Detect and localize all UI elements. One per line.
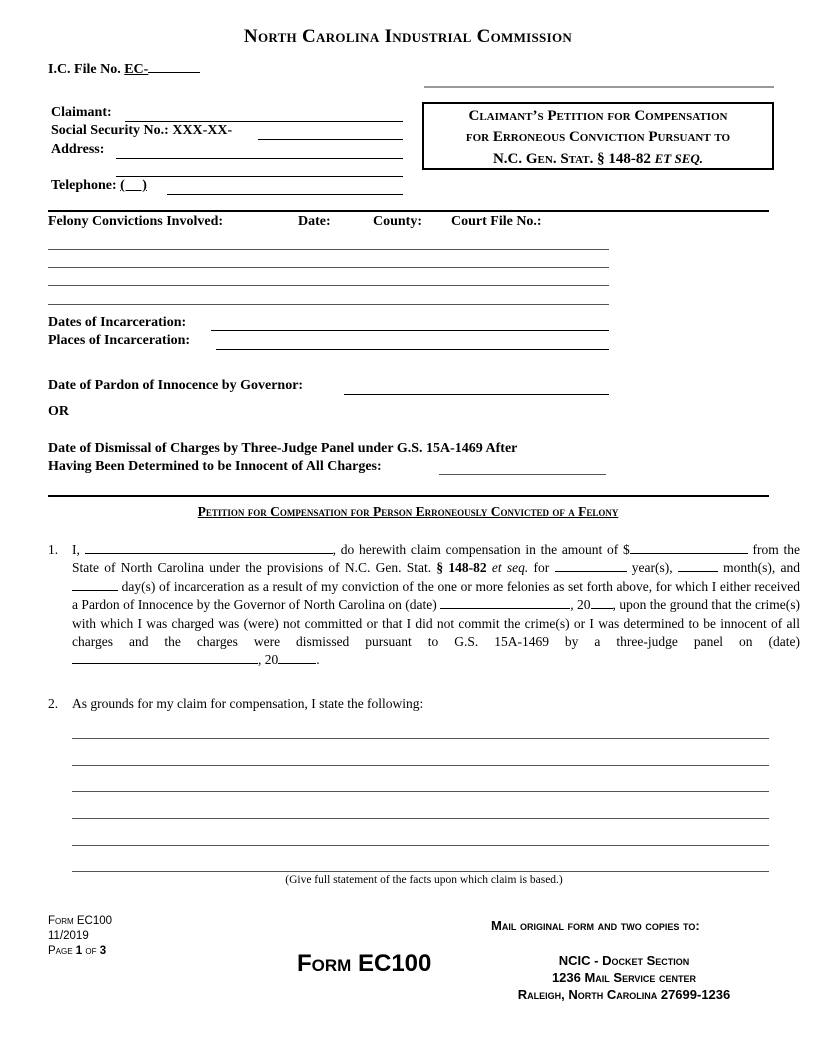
item-2-number: 2. [48,696,59,711]
petition-title-line-3 [424,148,772,170]
grounds-line-5[interactable] [72,845,769,846]
petition-title-line-2: for Erroneous Conviction Pursuant to [465,129,731,145]
item-1-text-part: I, [72,542,80,557]
item-1-text-part: day(s) of incarceration as a result of my conviction of the one or more felonies as set forth above, for which I either received a Pardon of Innocence by the Governor of North Carolina on (date) [72,578,800,613]
header-divider [424,86,774,88]
item-1-text-part: . [316,652,320,668]
mailing-address [491,952,757,1003]
petition-statute: N.C. Gen. Stat. § 148-82 [492,151,651,167]
conviction-row-3[interactable] [48,285,609,286]
felony-convictions-label: Felony Convictions Involved: [48,214,224,229]
claimant-field[interactable] [125,121,403,122]
ssn-row [51,123,232,139]
file-number-label: I.C. File No. [48,62,121,77]
item-1-text-part: , 20 [570,597,591,613]
page-label: Page [48,945,73,957]
page-current: 1 [75,945,83,957]
places-incarceration-label: Places of Incarceration: [48,333,191,348]
grounds-line-3[interactable] [72,791,769,792]
section-divider-1 [48,210,769,212]
form-title: North Carolina Industrial Commission [243,26,573,47]
footer-page-number [48,944,112,959]
item-1-text-part: , do herewith claim compensation in the amount of $ [332,542,630,557]
section-divider-2 [48,495,769,497]
pardon-date-label: Date of Pardon of Innocence by Governor: [48,378,304,393]
statement-instruction: (Give full statement of the facts upon which claim is based.) [285,874,563,886]
footer-form-date: 11/2019 [48,930,89,942]
conviction-row-4[interactable] [48,304,609,305]
telephone-field[interactable] [167,194,403,195]
dates-incarceration-field[interactable] [211,330,609,331]
item-1-statute: § 148-82 [436,560,487,576]
item-1-text-part: from the State of North Carolina under the provisions of N.C. Gen. Stat. [72,542,800,576]
or-label: OR [48,404,69,419]
footer-form-number: Form EC100 [48,915,113,927]
days-field[interactable] [72,590,118,591]
file-number-row [48,62,200,78]
date-column-label: Date: [298,214,331,229]
claimant-label: Claimant: [51,105,112,120]
conviction-row-2[interactable] [48,267,609,268]
pardon-date-inline-field[interactable] [440,608,570,609]
telephone-label: Telephone: [51,178,117,193]
address-field-1[interactable] [116,158,403,159]
address-field-2[interactable] [116,176,403,177]
dismissal-label-line-2: Having Been Determined to be Innocent of All Charges: [48,459,382,474]
pardon-date-field[interactable] [344,394,609,395]
grounds-line-1[interactable] [72,738,769,739]
item-1-text-part: for [528,560,555,576]
court-file-column-label: Court File No.: [451,214,542,229]
page-of: of [85,945,97,957]
dismissal-label-line-1: Date of Dismissal of Charges by Three-Judge Panel under G.S. 15A-1469 After [48,441,518,456]
ssn-label: Social Security No.: [51,123,169,138]
telephone-row [51,178,147,194]
claimant-name-field[interactable] [85,553,333,554]
conviction-row-1[interactable] [48,249,609,250]
compensation-amount-field[interactable] [630,553,748,554]
petition-et-seq: ET SEQ. [654,151,704,166]
petition-item-2 [48,696,800,712]
petition-section-heading: Petition for Compensation for Person Erroneously Convicted of a Felony [197,504,619,519]
item-1-text [72,541,800,670]
dates-incarceration-label: Dates of Incarceration: [48,315,187,330]
months-field[interactable] [678,571,718,572]
years-field[interactable] [555,571,627,572]
item-1-number: 1. [48,542,59,557]
file-number-prefix: EC- [124,62,149,77]
petition-title-line-1: Claimant’s Petition for Compensation [468,108,728,124]
mailing-address-line-2: 1236 Mail Service center [551,970,697,985]
dismissal-date-inline-field[interactable] [72,663,258,664]
telephone-area-code[interactable]: ( ) [120,178,147,193]
item-1-text-part: , upon the ground that the crime(s) with which I was charged was (were) not committed or that I did not commit the crime(s) or I was determined to be innocent of all charges and the charges were dismissed pursuant to G.S. 15A-1469 by a three-judge panel on (date) [72,597,801,650]
grounds-line-4[interactable] [72,818,769,819]
grounds-line-2[interactable] [72,765,769,766]
mailing-address-line-1: NCIC - Docket Section [558,953,690,968]
ssn-field[interactable] [258,139,403,140]
places-incarceration-field[interactable] [216,349,609,350]
mail-instructions-heading: Mail original form and two copies to: [491,918,700,933]
item-1-text-part: , 20 [258,652,279,668]
mailing-address-line-3: Raleigh, North Carolina 27699-1236 [517,987,731,1002]
dismissal-year-field[interactable] [278,663,316,664]
item-1-text-part: year(s), [626,560,678,576]
pardon-year-field[interactable] [591,608,613,609]
footer-form-title: Form EC100 [297,950,432,977]
page-total: 3 [99,945,107,957]
dismissal-date-field[interactable] [439,474,606,475]
address-label: Address: [51,142,105,157]
petition-item-1 [48,541,800,670]
item-1-text-part: month(s), and [717,560,800,576]
county-column-label: County: [373,214,423,229]
ssn-prefix: XXX-XX- [172,123,233,138]
grounds-line-6[interactable] [72,871,769,872]
item-1-et-seq: et seq. [491,560,529,576]
petition-title-box [422,102,774,170]
item-2-text: As grounds for my claim for compensation, I state the following: [72,696,424,711]
footer-form-info [48,914,112,959]
file-number-field[interactable] [148,72,200,73]
